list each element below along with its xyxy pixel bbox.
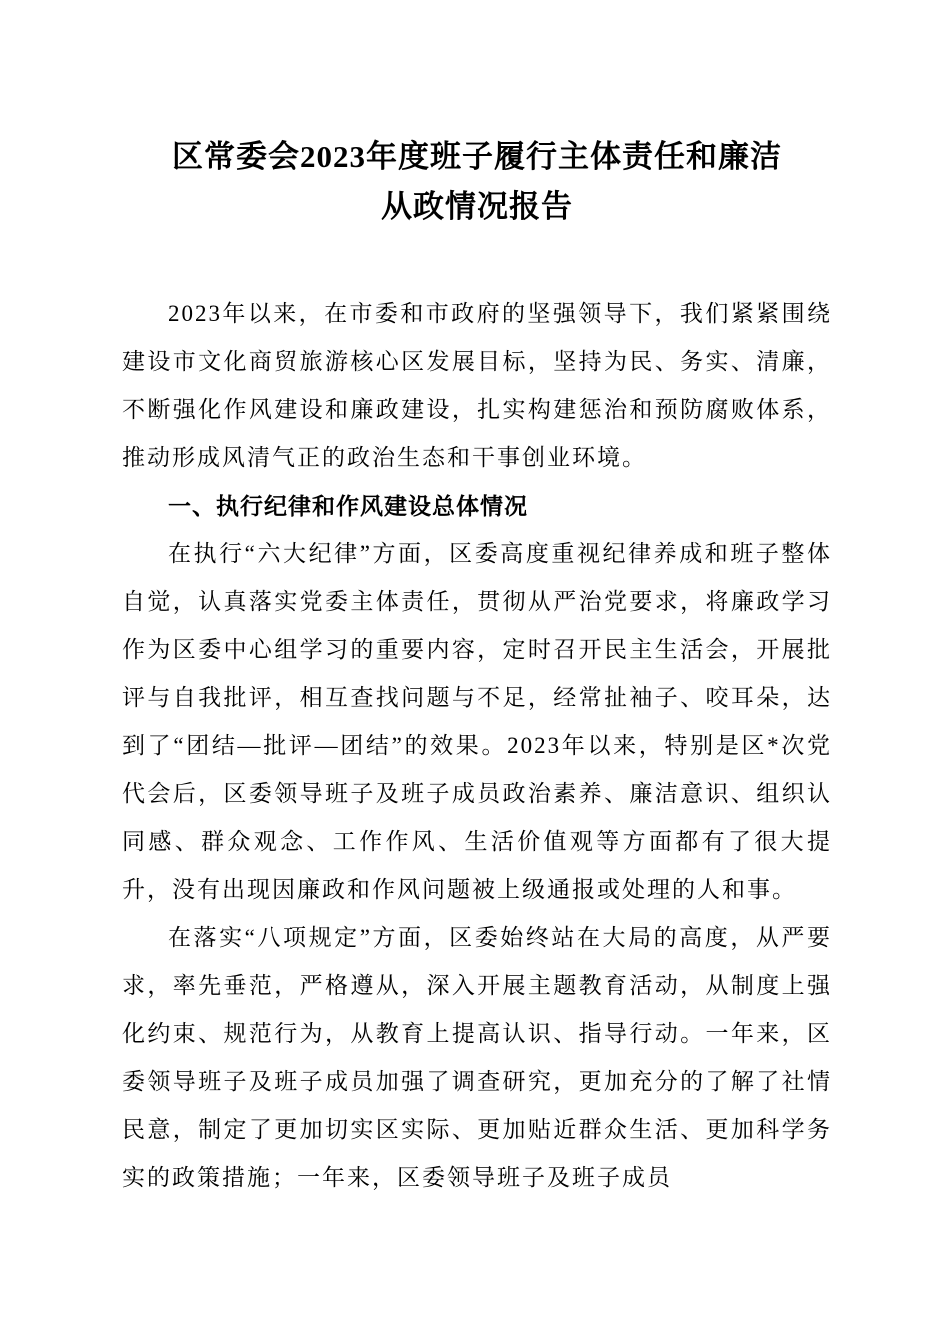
document-title <box>122 132 832 232</box>
section-heading-discipline: 一、执行纪律和作风建设总体情况 <box>168 493 528 519</box>
paragraph-six-disciplines: 在执行“六大纪律”方面，区委高度重视纪律养成和班子整体自觉，认真落实党委主体责任，贯彻从严治党要求，将廉政学习作为区委中心组学习的重要内容，定时召开民主生活会，开展批评与自我批评，相互查找问题与不足，经常扯袖子、咬耳朵，达到了“团结—批评—团结”的效果。2023年以来，特别是区*次党代会后，区委领导班子及班子成员政治素养、廉洁意识、组织认同感、群众观念、工作作风、生活价值观等方面都有了很大提升，没有出现因廉政和作风问题被上级通报或处理的人和事。 <box>122 541 832 902</box>
document-title-line-1: 区常委会2023年度班子履行主体责任和廉洁 <box>172 139 782 174</box>
document-title-line-2: 从政情况报告 <box>381 189 573 224</box>
paragraph-eight-rules: 在落实“八项规定”方面，区委始终站在大局的高度，从严要求，率先垂范，严格遵从，深入开展主题教育活动，从制度上强化约束、规范行为，从教育上提高认识、指导行动。一年来，区委领导班子及班子成员加强了调查研究，更加充分的了解了社情民意，制定了更加切实区实际、更加贴近群众生活、更加科学务实的政策措施；一年来，区委领导班子及班子成员 <box>122 925 832 1190</box>
paragraph-intro: 2023年以来，在市委和市政府的坚强领导下，我们紧紧围绕建设市文化商贸旅游核心区发展目标，坚持为民、务实、清廉，不断强化作风建设和廉政建设，扎实构建惩治和预防腐败体系，推动形成风清气正的政治生态和干事创业环境。 <box>122 301 832 470</box>
